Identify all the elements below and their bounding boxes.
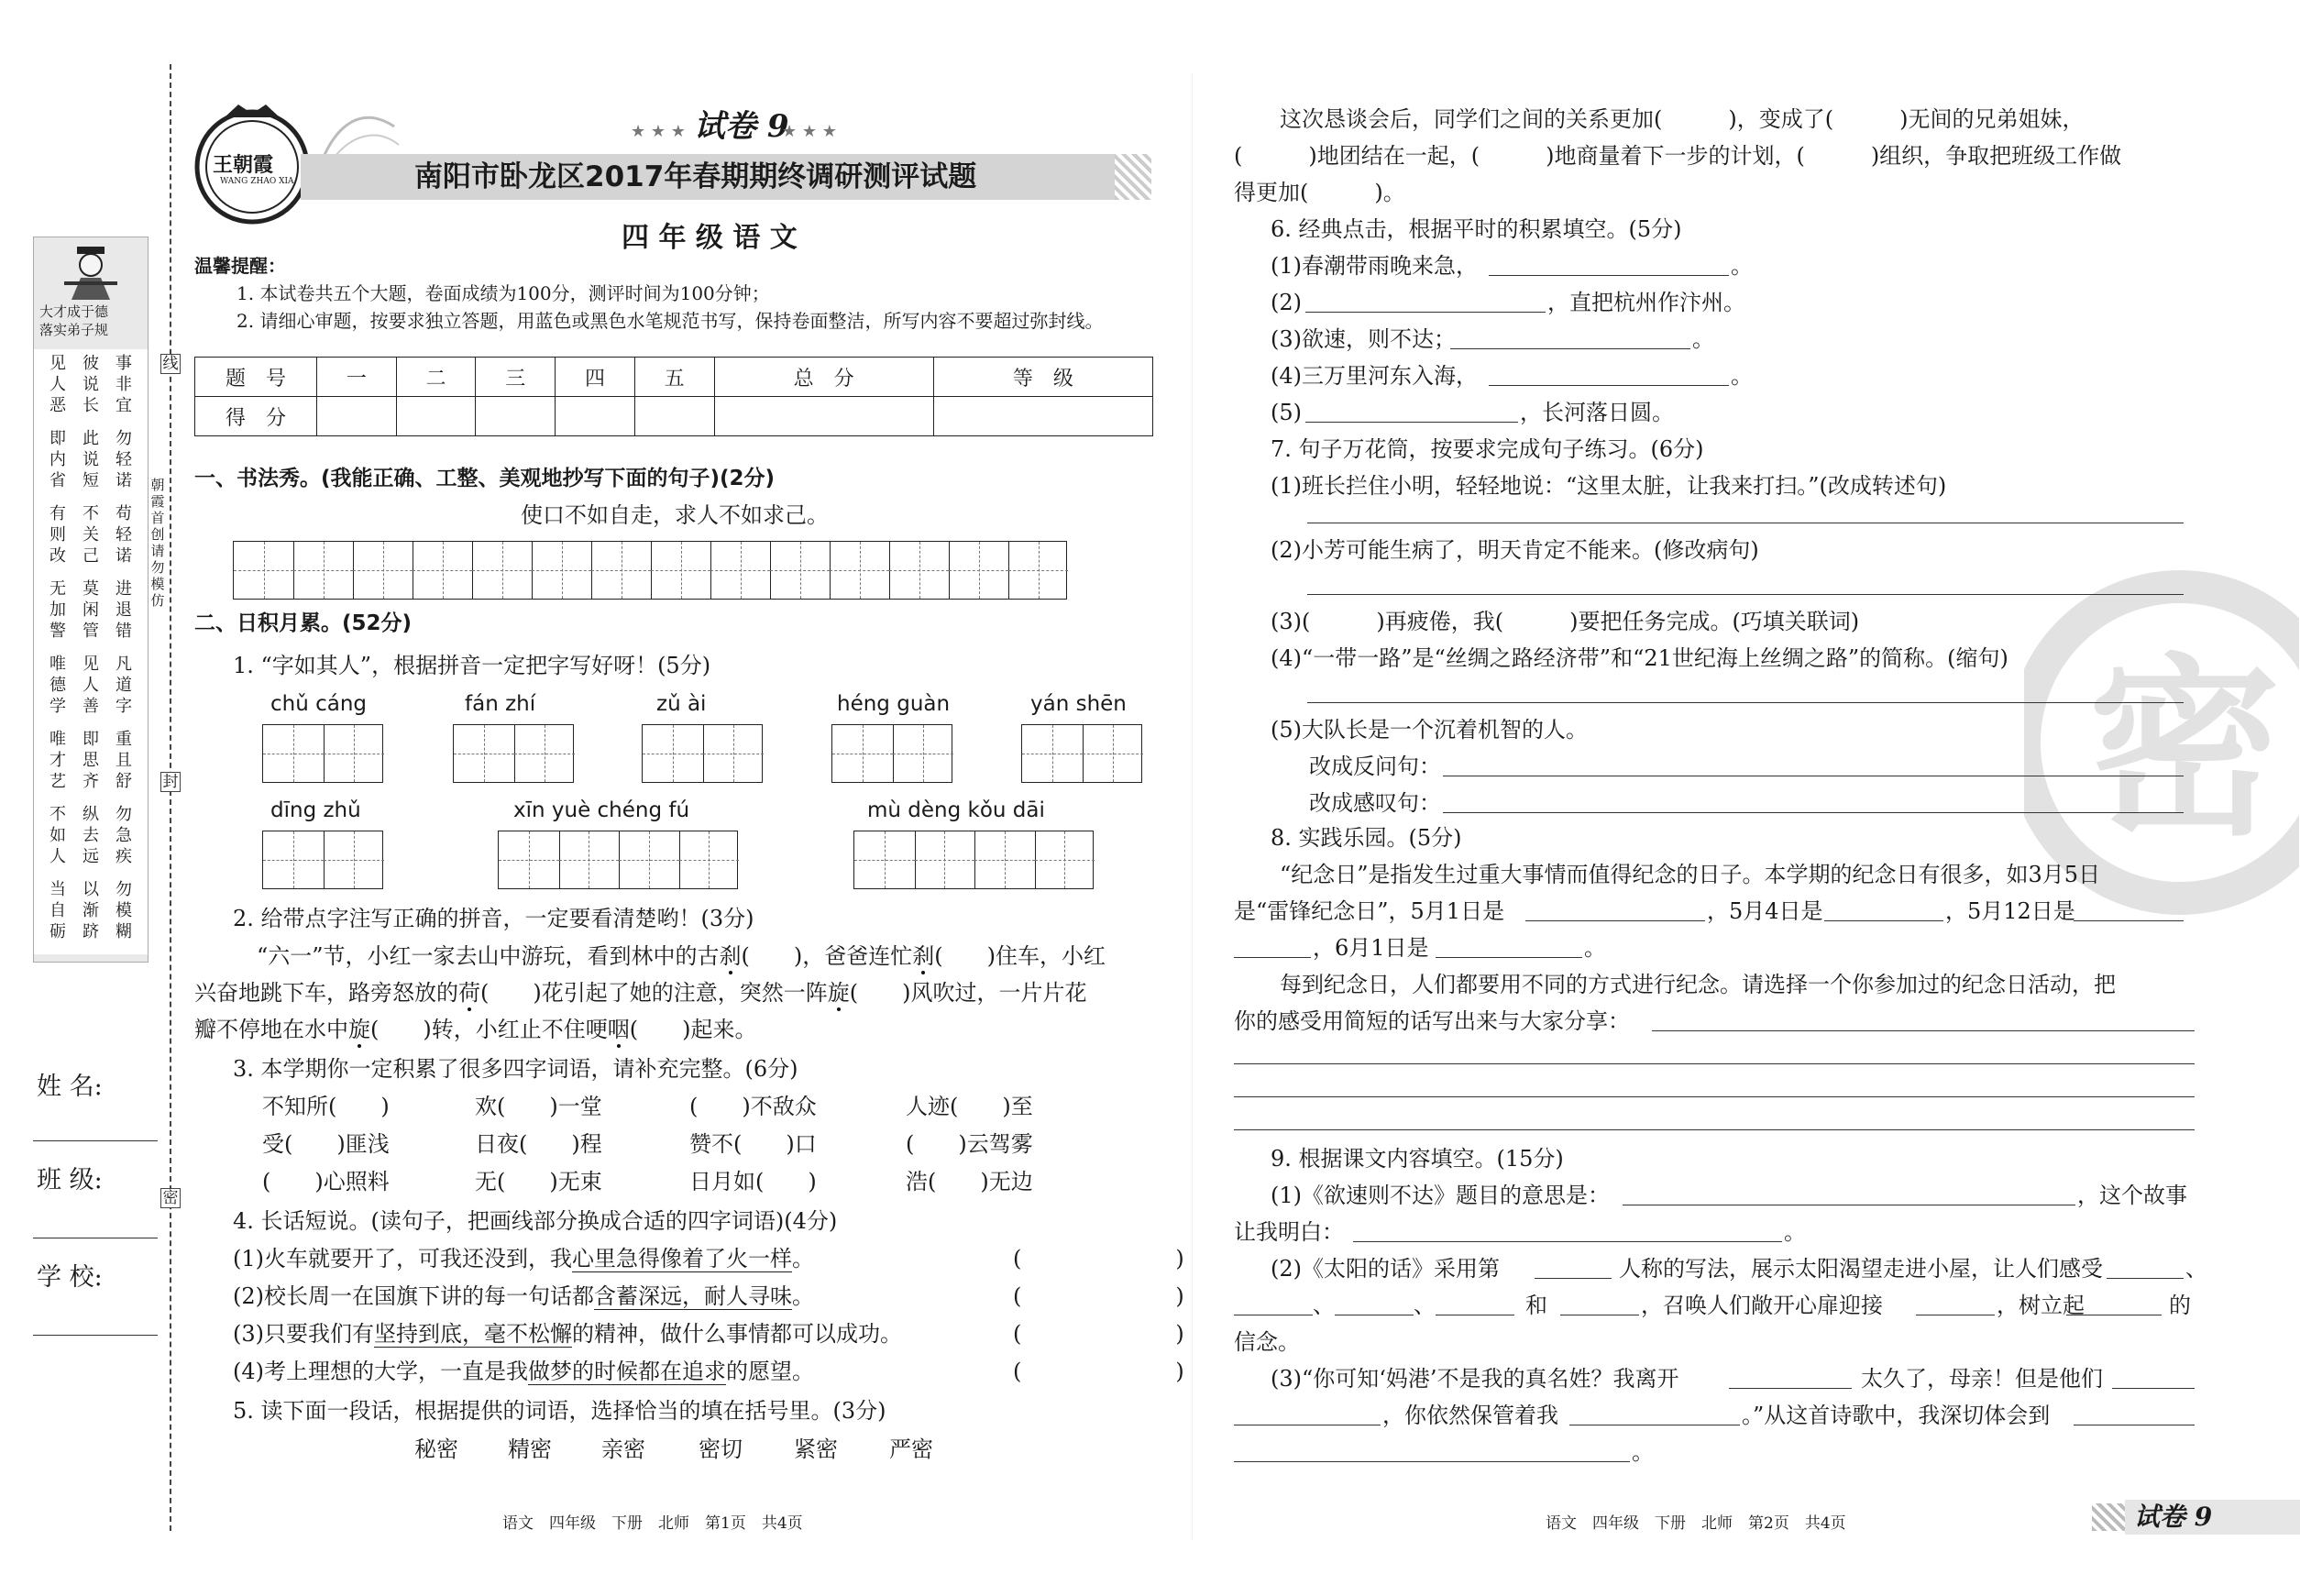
footer-left: 语文 四年级 下册 北师 第1页 共4页: [502, 1514, 803, 1533]
answer-line[interactable]: [1652, 1030, 2195, 1031]
q2-8-para-2a: 是“雷锋纪念日”，5月1日是: [1234, 898, 1505, 924]
q2-2-line-1: [257, 941, 1106, 971]
brand-logo-text: 王朝霞: [213, 153, 274, 177]
period: 。: [1632, 1439, 1654, 1465]
pinyin-label: zǔ ài: [656, 692, 707, 716]
score-table-header-row: [195, 358, 1153, 397]
text-span: (3)只要我们有: [233, 1321, 374, 1347]
underlined-phrase: 做梦的时候都在追求: [528, 1359, 726, 1384]
q2-title: 二、日积月累。(52分): [194, 611, 413, 635]
dotted-char: 咽: [607, 1017, 630, 1042]
q2-9-item-3a: (3)“你可知‘妈港’不是我的真名姓？我离开: [1271, 1366, 1679, 1392]
q2-9-title: 9. 根据课文内容填空。(15分): [1271, 1146, 1564, 1172]
q2-5-para-2: ( )地团结在一起，( )地商量着下一步的计划，( )组织，争取把班级工作做: [1234, 143, 2122, 169]
q2-7-title: 7. 句子万花筒，按要求完成句子练习。(6分): [1271, 436, 1704, 462]
grid-guide-v: [673, 725, 674, 782]
q2-5-para-1: 这次恳谈会后，同学们之间的关系更加( )，变成了( )无间的兄弟姐妹，: [1280, 106, 2085, 132]
sidebar-verse: 见人恶: [50, 354, 66, 415]
text-span: 的精神，做什么事情都可以成功。: [572, 1321, 902, 1347]
seal-mark-feng: 封: [160, 772, 181, 792]
q2-8-para-5: 你的感受用简短的话写出来与大家分享：: [1234, 1008, 1630, 1034]
q2-7-item-1: (1)班长拦住小明，轻轻地说：“这里太脏，让我来打扫。”(改成转述句): [1271, 473, 1947, 499]
q2-6-item-2b: ，直把杭州作汴州。: [1547, 290, 1745, 315]
underlined-phrase: 心里急得像着了火一样: [572, 1246, 792, 1271]
q2-4-title: 4. 长话短说。(读句子，把画线部分换成合适的四字词语)(4分): [233, 1208, 838, 1234]
sidebar-verse: 即思齐: [83, 730, 99, 791]
q2-7-item-3: (3)( )再疲倦，我( )要把任务完成。(巧填关联词): [1271, 609, 1860, 634]
grid-cell[interactable]: [324, 725, 384, 782]
sidebar-verse: 不关己: [83, 504, 99, 566]
score-header-cell: 四: [556, 358, 635, 397]
grid-cell[interactable]: [234, 542, 294, 599]
blank-line[interactable]: [1525, 920, 1705, 921]
grid-guide-v: [293, 831, 294, 888]
word-choice: 紧密: [794, 1436, 838, 1462]
text-span: ( )住车，小红: [934, 943, 1106, 969]
q2-7-item-2: (2)小芳可能生病了，明天肯定不能来。(修改病句): [1271, 537, 1759, 563]
period: 。: [1692, 326, 1714, 352]
grid-cell[interactable]: [703, 725, 764, 782]
sidebar-verse: 当自砺: [50, 880, 66, 941]
grid-cell[interactable]: [710, 542, 771, 599]
grid-cell[interactable]: [591, 542, 652, 599]
text-span: ( )，爸爸连忙: [741, 943, 913, 969]
sidebar-verse: 即内省: [50, 429, 66, 490]
underlined-phrase: 含蓄深远，耐人寻味: [594, 1283, 792, 1309]
idiom-item: ( )不敌众: [689, 1094, 817, 1119]
grid-guide-v: [484, 725, 485, 782]
text-span: ( )风吹过，一片片花: [849, 980, 1087, 1006]
grid-cell[interactable]: [532, 542, 592, 599]
dotted-char: 旋: [348, 1017, 370, 1042]
answer-paren[interactable]: ( ): [1013, 1321, 1184, 1347]
sidebar-verse: 莫闲管: [83, 579, 99, 641]
q2-9-item-3d: 。”从这首诗歌中，我深切体会到: [1742, 1403, 2051, 1428]
grid-guide-v: [324, 542, 325, 599]
grid-cell[interactable]: [893, 725, 953, 782]
grid-guide-v: [649, 831, 650, 888]
blank-line[interactable]: [1353, 1241, 1782, 1242]
sidebar-motto-2: 落实弟子规: [39, 322, 109, 338]
grid-cell[interactable]: [643, 725, 704, 782]
score-header-cell: 总 分: [714, 358, 933, 397]
q2-8-para-4: 每到纪念日，人们都要用不同的方式进行纪念。请选择一个你参加过的纪念日活动，把: [1280, 972, 2116, 997]
idiom-item: ( )云驾雾: [906, 1131, 1033, 1157]
blank-line[interactable]: [1305, 312, 1546, 313]
pinyin-label: fán zhí: [465, 692, 536, 716]
reminder-line-1: 1. 本试卷共五个大题，卷面成绩为100分，测评时间为100分钟；: [237, 282, 770, 304]
text-span: 。: [792, 1283, 814, 1309]
grid-cell[interactable]: [651, 542, 711, 599]
grid-cell[interactable]: [353, 542, 413, 599]
sidebar-verse: 彼说长: [83, 354, 99, 415]
q2-6-item-5b: ，长河落日圆。: [1520, 400, 1674, 425]
blank-line[interactable]: [1729, 1388, 1852, 1389]
word-choice: 精密: [508, 1436, 552, 1462]
answer-line[interactable]: [1234, 1063, 2195, 1064]
idiom-item: 欢( )一堂: [475, 1094, 602, 1119]
char-grid[interactable]: [642, 724, 763, 783]
idiom-item: 浩( )无边: [906, 1169, 1033, 1194]
q2-2-line-2: [194, 978, 1086, 1007]
grid-cell[interactable]: [770, 542, 831, 599]
grid-cell[interactable]: [263, 831, 325, 888]
q2-8-para-2c: ，5月12日是: [1945, 898, 2075, 924]
pinyin-label: héng guàn: [837, 692, 951, 716]
score-cell[interactable]: [634, 397, 714, 436]
score-cell[interactable]: [556, 397, 635, 436]
school-label: 学 校:: [37, 1263, 103, 1292]
grid-guide-v: [1052, 725, 1053, 782]
q1-sentence: 使口不如自走，求人不如求己。: [521, 502, 829, 528]
blank-line[interactable]: [1824, 920, 1943, 921]
score-cell[interactable]: [396, 397, 476, 436]
grid-cell[interactable]: [559, 831, 621, 888]
brand-logo-subtext: WANG ZHAO XIA: [220, 177, 294, 186]
seal-mark-mi: 密: [160, 1188, 181, 1208]
text-span: 兴奋地跳下车，路旁怒放的: [194, 980, 458, 1006]
svg-text:密: 密: [2088, 635, 2282, 862]
q2-9-item-3c: ，你依然保管着我: [1382, 1403, 1558, 1428]
grid-cell[interactable]: [413, 542, 473, 599]
sidebar-verse: 有则改: [50, 504, 66, 566]
q2-4-item-1: [233, 1244, 814, 1273]
sidebar-verse: 纵去远: [83, 805, 99, 866]
period: 。: [1784, 1219, 1806, 1245]
period: 。: [1731, 363, 1753, 389]
dotted-char: 旋: [827, 980, 850, 1006]
grid-guide-v: [863, 725, 864, 782]
grid-guide-v: [293, 725, 294, 782]
q2-8-para-2b: ，5月4日是: [1707, 898, 1823, 924]
word-choice: 密切: [699, 1436, 743, 1462]
grid-guide-v: [502, 542, 503, 599]
q2-9-item-2b: 人称的写法，展示太阳渴望走进小屋，让人们感受: [1619, 1256, 2103, 1282]
text-span: (2)校长周一在国旗下讲的每一句话都: [233, 1283, 594, 1309]
pinyin-label: mù dèng kǒu dāi: [867, 798, 1045, 822]
sidebar-verse: 勿轻诺: [116, 429, 132, 490]
grid-cell[interactable]: [1083, 725, 1143, 782]
score-table: [194, 357, 1153, 436]
title-band-pattern: [1115, 154, 1151, 200]
q2-6-title: 6. 经典点击，根据平时的积累填空。(5分): [1271, 216, 1682, 242]
grid-guide-v: [800, 542, 801, 599]
score-cell[interactable]: [317, 397, 397, 436]
sidebar-motto-1: 大才成于德: [39, 303, 109, 320]
grid-cell[interactable]: [499, 831, 560, 888]
grid-guide-v: [1005, 831, 1006, 888]
blank-line[interactable]: [1234, 1461, 1630, 1462]
score-table-score-row: [195, 397, 1153, 436]
grid-cell[interactable]: [949, 542, 1009, 599]
text-span: ( )起来。: [629, 1017, 757, 1042]
q2-8-title: 8. 实践乐园。(5分): [1271, 825, 1462, 851]
q2-2-title: 2. 给带点字注写正确的拼音，一定要看清楚哟！(3分): [233, 906, 754, 931]
reminder-title: 温馨提醒：: [194, 255, 286, 277]
grid-cell[interactable]: [1035, 831, 1095, 888]
blank-line[interactable]: [1450, 348, 1690, 349]
text-span: ( )转，小红止不住哽: [370, 1017, 608, 1042]
blank-line[interactable]: [1436, 957, 1582, 958]
score-header-cell: 三: [476, 358, 556, 397]
grid-cell[interactable]: [830, 542, 890, 599]
grid-cell[interactable]: [832, 725, 894, 782]
q2-1-title: 1. “字如其人”，根据拼音一定把字写好呀！(5分): [233, 653, 711, 678]
grid-cell[interactable]: [514, 725, 575, 782]
score-cell[interactable]: [476, 397, 556, 436]
grid-cell[interactable]: [915, 831, 976, 888]
q2-9-item-2c: 、: [1414, 1293, 1436, 1318]
q2-9-item-2f: ，树立起: [1997, 1293, 2085, 1318]
text-span: 的愿望。: [726, 1359, 814, 1384]
grid-cell[interactable]: [472, 542, 533, 599]
sidebar-verse: 无加警: [50, 579, 66, 641]
grid-guide-v: [944, 831, 945, 888]
paper-label: 试卷 9: [694, 108, 789, 145]
answer-line[interactable]: [1234, 1129, 2195, 1130]
sidebar-verse: 唯德学: [50, 655, 66, 716]
blank-line[interactable]: [1234, 957, 1311, 958]
q2-9-item-1b: ，这个故事: [2077, 1183, 2187, 1208]
binding-dashed-line: [170, 64, 171, 1531]
grid-guide-v: [741, 542, 742, 599]
idiom-item: 赞不( )口: [689, 1131, 817, 1157]
grid-cell[interactable]: [854, 831, 916, 888]
q2-6-item-2a: (2): [1271, 290, 1302, 315]
char-grid[interactable]: [853, 831, 1094, 889]
score-cell[interactable]: [933, 397, 1152, 436]
q2-8-para-3: ，6月1日是: [1313, 935, 1429, 961]
grid-guide-v: [383, 542, 384, 599]
grid-cell[interactable]: [324, 831, 384, 888]
school-field[interactable]: [33, 1335, 158, 1336]
q2-4-item-3: [233, 1319, 902, 1348]
blank-line[interactable]: [2107, 1278, 2184, 1279]
q2-7-item-5b: 改成感叹句：: [1309, 790, 1441, 816]
q2-6-item-5a: (5): [1271, 400, 1302, 425]
q2-2-line-3: [194, 1015, 756, 1044]
q2-9-item-2c: 、: [1313, 1293, 1335, 1318]
q2-9-item-2e: ，召唤人们敞开心扉迎接: [1641, 1293, 1883, 1318]
sidebar-verse: 勿急疾: [116, 805, 132, 866]
char-grid[interactable]: [1021, 724, 1142, 783]
sidebar-verse: 事非宜: [116, 354, 132, 415]
star-left-icon: ★ ★ ★: [631, 122, 686, 141]
q2-4-item-2: [233, 1282, 814, 1311]
grid-cell[interactable]: [454, 725, 515, 782]
grid-guide-v: [979, 542, 980, 599]
answer-paren[interactable]: ( ): [1013, 1359, 1184, 1384]
char-grid[interactable]: [831, 724, 952, 783]
blank-line[interactable]: [1535, 1278, 1612, 1279]
q2-9-item-2h: 信念。: [1234, 1329, 1300, 1355]
name-field[interactable]: [33, 1140, 158, 1141]
seal-mark-xian: 线: [160, 354, 181, 374]
text-span: “六一”节，小红一家去山中游玩，看到林中的古: [257, 943, 720, 969]
grid-cell[interactable]: [1022, 725, 1084, 782]
sidebar-verse: 凡道字: [116, 655, 132, 716]
grid-cell[interactable]: [293, 542, 354, 599]
idiom-item: 无( )无束: [475, 1169, 602, 1194]
score-header-cell: 五: [634, 358, 714, 397]
q2-9-item-2d: 和: [1525, 1293, 1547, 1318]
sidebar-verse: 以渐跻: [83, 880, 99, 941]
grid-cell[interactable]: [1008, 542, 1068, 599]
score-row-label: 得 分: [195, 397, 317, 436]
blank-line[interactable]: [1489, 275, 1729, 276]
word-choice: 秘密: [414, 1436, 458, 1462]
copyright-note: 朝霞首创 请勿模仿: [150, 477, 165, 609]
grid-guide-v: [860, 542, 861, 599]
sidebar-verse: 重且舒: [116, 730, 132, 791]
pinyin-label: dīng zhǔ: [270, 798, 361, 822]
q2-9-item-2a: (2)《太阳的话》采用第: [1271, 1256, 1500, 1282]
q2-9-item-2c: 、: [2185, 1256, 2207, 1282]
score-header-cell: 一: [317, 358, 397, 397]
q2-6-item-1: (1)春潮带雨晚来急，: [1271, 253, 1478, 279]
answer-line[interactable]: [1443, 812, 2184, 813]
blank-line[interactable]: [1489, 385, 1729, 386]
text-span: 瓣不停地在水中: [194, 1017, 348, 1042]
q2-9-item-3b: 太久了，母亲！但是他们: [1861, 1366, 2103, 1392]
footer-right: 语文 四年级 下册 北师 第2页 共4页: [1546, 1514, 1846, 1533]
score-header-cell: 题 号: [195, 358, 317, 397]
sidebar-verse: 不如人: [50, 805, 66, 866]
idiom-item: 受( )匪浅: [262, 1131, 390, 1157]
grid-guide-v: [1113, 725, 1114, 782]
grid-cell[interactable]: [974, 831, 1036, 888]
grid-guide-v: [562, 542, 563, 599]
score-cell[interactable]: [714, 397, 933, 436]
exam-title: 南阳市卧龙区2017年春期期终调研测评试题: [414, 160, 977, 193]
dotted-char: 刹: [912, 943, 935, 969]
q2-6-item-4: (4)三万里河东入海，: [1271, 363, 1478, 389]
class-label: 班 级:: [37, 1166, 103, 1194]
grid-cell[interactable]: [263, 725, 325, 782]
q2-8-para-1: “纪念日”是指发生过重大事情而值得纪念的日子。本学期的纪念日有很多，如3月5日: [1280, 862, 2101, 887]
q2-6-item-3: (3)欲速，则不达；: [1271, 326, 1456, 352]
sidebar-verse: 此说短: [83, 429, 99, 490]
grid-guide-v: [354, 725, 355, 782]
q1-title: 一、书法秀。(我能正确、工整、美观地抄写下面的句子)(2分): [194, 467, 776, 490]
subject-title: 四 年 级 语 文: [622, 222, 798, 254]
q2-9-item-1a: (1)《欲速则不达》题目的意思是：: [1271, 1183, 1610, 1208]
blank-line[interactable]: [2074, 920, 2184, 921]
text-span: (1)火车就要开了，可我还没到，我: [233, 1246, 572, 1271]
q2-9-item-2g: 的: [2169, 1293, 2191, 1318]
grid-guide-v: [923, 725, 924, 782]
period: 。: [1584, 935, 1606, 961]
sidebar-verse-columns: [34, 349, 148, 954]
scholar-icon: [59, 245, 123, 302]
char-grid[interactable]: [453, 724, 574, 783]
grid-guide-v: [1064, 831, 1065, 888]
answer-line[interactable]: [1307, 594, 2184, 595]
sidebar-verse: 勿模糊: [116, 880, 132, 941]
q2-7-item-5: (5)大队长是一个沉着机智的人。: [1271, 717, 1588, 743]
grid-guide-v: [709, 831, 710, 888]
grid-cell[interactable]: [619, 831, 680, 888]
idiom-item: 不知所( ): [262, 1094, 390, 1119]
q2-9-item-1c: 让我明白：: [1234, 1219, 1344, 1245]
blank-line[interactable]: [2112, 1388, 2195, 1389]
answer-paren[interactable]: ( ): [1013, 1283, 1184, 1309]
grid-cell[interactable]: [889, 542, 950, 599]
grid-cell[interactable]: [679, 831, 740, 888]
grid-guide-v: [1039, 542, 1040, 599]
grid-guide-v: [354, 831, 355, 888]
pinyin-label: yán shēn: [1030, 692, 1127, 716]
idiom-item: ( )心照料: [262, 1169, 390, 1194]
q2-5-para-3: 得更加( )。: [1234, 180, 1405, 205]
copy-writing-grid[interactable]: [233, 541, 1067, 600]
pinyin-label: xīn yuè chéng fú: [513, 798, 690, 822]
word-choice: 亲密: [601, 1436, 645, 1462]
pinyin-label: chǔ cáng: [270, 692, 368, 716]
score-header-cell: 二: [396, 358, 476, 397]
grid-guide-v: [443, 542, 444, 599]
grid-guide-v: [919, 542, 920, 599]
reminder-line-2: 2. 请细心审题，按要求独立答题，用蓝色或黑色水笔规范书写，保持卷面整洁，所写内容不要超过弥封线。: [237, 310, 1104, 332]
text-span: ( )花引起了她的注意，突然一阵: [480, 980, 828, 1006]
text-span: (4)考上理想的大学，一直是我: [233, 1359, 528, 1384]
grid-guide-v: [885, 831, 886, 888]
q2-4-item-4: [233, 1357, 814, 1386]
underlined-phrase: 坚持到底，毫不松懈: [374, 1321, 572, 1347]
answer-line[interactable]: [1307, 702, 2184, 703]
idiom-item: 日月如( ): [689, 1169, 817, 1194]
footer-badge: 试卷 9: [2134, 1502, 2213, 1532]
q2-7-item-5a: 改成反问句：: [1309, 754, 1441, 779]
star-right-icon: ★ ★ ★: [782, 122, 837, 141]
sidebar-verse: 进退错: [116, 579, 132, 641]
text-span: 。: [792, 1246, 814, 1271]
grid-guide-v: [681, 542, 682, 599]
period: 。: [1731, 253, 1753, 279]
idiom-item: 人迹( )至: [906, 1094, 1033, 1119]
answer-line[interactable]: [1234, 1096, 2195, 1097]
score-header-cell: 等 级: [933, 358, 1152, 397]
q2-5-title: 5. 读下面一段话，根据提供的词语，选择恰当的填在括号里。(3分): [233, 1398, 886, 1424]
idiom-item: 日夜( )程: [475, 1131, 602, 1157]
sidebar-verse: 苟轻诺: [116, 504, 132, 566]
dotted-char: 荷: [458, 980, 480, 1006]
sidebar-verse: 唯才艺: [50, 730, 66, 791]
sidebar-panel: [33, 237, 149, 963]
name-label: 姓 名:: [37, 1073, 103, 1101]
word-choice: 严密: [889, 1436, 933, 1462]
char-grid[interactable]: [262, 724, 383, 783]
footer-badge-pattern: [2092, 1503, 2125, 1531]
page-gutter: [1192, 73, 1193, 1540]
grid-guide-v: [529, 831, 530, 888]
grid-guide-v: [264, 542, 265, 599]
dotted-char: 刹: [719, 943, 742, 969]
char-grid[interactable]: [262, 831, 383, 889]
char-grid[interactable]: [498, 831, 738, 889]
q2-3-title: 3. 本学期你一定积累了很多四字词语，请补充完整。(6分): [233, 1056, 798, 1082]
sidebar-verse: 见人善: [83, 655, 99, 716]
grid-guide-v: [733, 725, 734, 782]
q2-7-item-4: (4)“一带一路”是“丝绸之路经济带”和“21世纪海上丝绸之路”的简称。(缩句): [1271, 645, 2008, 671]
answer-paren[interactable]: ( ): [1013, 1246, 1184, 1271]
blank-line[interactable]: [1305, 422, 1518, 423]
